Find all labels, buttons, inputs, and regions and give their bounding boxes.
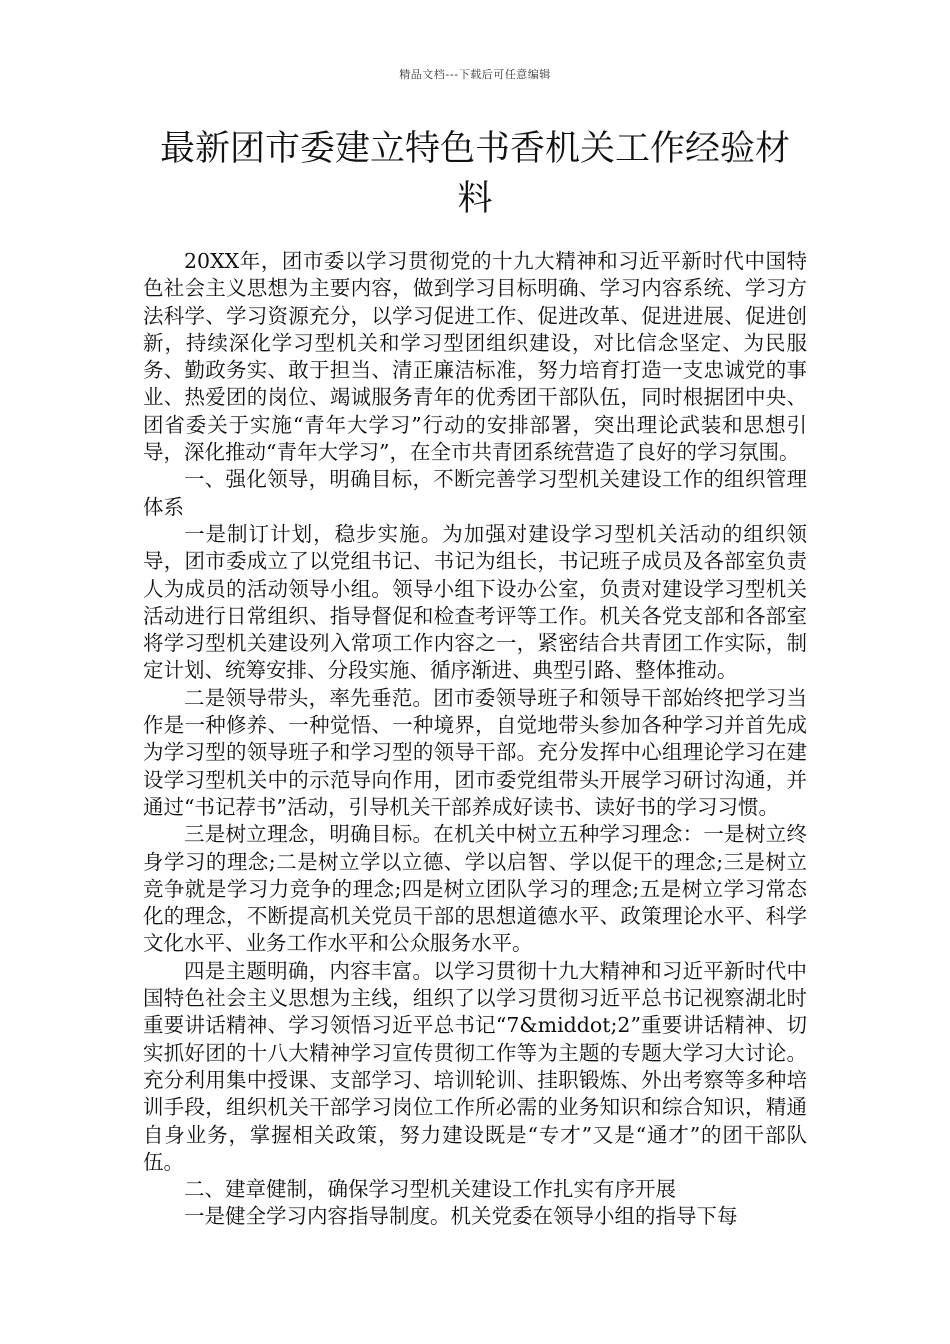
page-header: 精品文档---下载后可任意编辑 (399, 68, 551, 81)
paragraph-2-1: 一是健全学习内容指导制度。机关党委在领导小组的指导下每 (184, 1204, 738, 1229)
paragraph-1-4: 四是主题明确，内容丰富。以学习贯彻十九大精神和习近平新时代中国特色社会主义思想为主线，组织了以学习贯彻习近平总书记视察湖北时重要讲话精神、学习领悟习近平总书记“7&middot;2”重要讲话精神、切实抓好团的十八大精神学习宣传贯彻工作等为主题的专题大学习大讨论。充分利用集中授课、支部学习、培训轮训、挂职锻炼、外出考察等多种培训手段，组织机关干部学习岗位工作所必需的业务知识和综合知识，精通自身业务，掌握相关政策，努力建设既是“专才”又是“通才”的团干部队伍。 (143, 958, 807, 1174)
document-body (143, 248, 807, 1231)
paragraph-1-2: 二是领导带头，率先垂范。团市委领导班子和领导干部始终把学习当作是一种修养、一种觉悟、一种境界，自觉地带头参加各种学习并首先成为学习型的领导班子和学习型的领导干部。充分发挥中心组理论学习在建设学习型机关中的示范导向作用，团市委党组带头开展学习研讨沟通，并通过“书记荐书”活动，引导机关干部养成好读书、读好书的学习习惯。 (143, 685, 807, 819)
paragraph-1-3: 三是树立理念，明确目标。在机关中树立五种学习理念：一是树立终身学习的理念;二是树立学以立德、学以启智、学以促干的理念;三是树立竞争就是学习力竞争的理念;四是树立团队学习的理念;五是树立学习常态化的理念，不断提高机关党员干部的思想道德水平、政策理论水平、科学文化水平、业务工作水平和公众服务水平。 (143, 822, 807, 956)
section-heading-2: 二、建章健制，确保学习型机关建设工作扎实有序开展 (184, 1177, 676, 1202)
paragraph-1-1: 一是制订计划，稳步实施。为加强对建设学习型机关活动的组织领导，团市委成立了以党组书记、书记为组长，书记班子成员及各部室负责人为成员的活动领导小组。领导小组下设办公室，负责对建设学习型机关活动进行日常组织、指导督促和检查考评等工作。机关各党支部和各部室将学习型机关建设列入常项工作内容之一，紧密结合共青团工作实际，制定计划、统筹安排、分段实施、循序渐进、典型引路、整体推动。 (143, 521, 807, 683)
document-title: 最新团市委建立特色书香机关工作经验材料 (159, 129, 790, 219)
paragraph-intro: 20XX年，团市委以学习贯彻党的十九大精神和习近平新时代中国特色社会主义思想为主要内容，做到学习目标明确、学习内容系统、学习方法科学、学习资源充分，以学习促进工作、促进改革、促进进展、促进创新，持续深化学习型机关和学习型团组织建设，对比信念坚定、为民服务、勤政务实、敢于担当、清正廉洁标准，努力培育打造一支忠诚党的事业、热爱团的岗位、竭诚服务青年的优秀团干部队伍，同时根据团中央、团省委关于实施“青年大学习”行动的安排部署，突出理论武装和思想引导，深化推动“青年大学习”，在全市共青团系统营造了良好的学习氛围。 (143, 249, 807, 465)
section-heading-1: 一、强化领导，明确目标，不断完善学习型机关建设工作的组织管理体系 (143, 467, 807, 519)
